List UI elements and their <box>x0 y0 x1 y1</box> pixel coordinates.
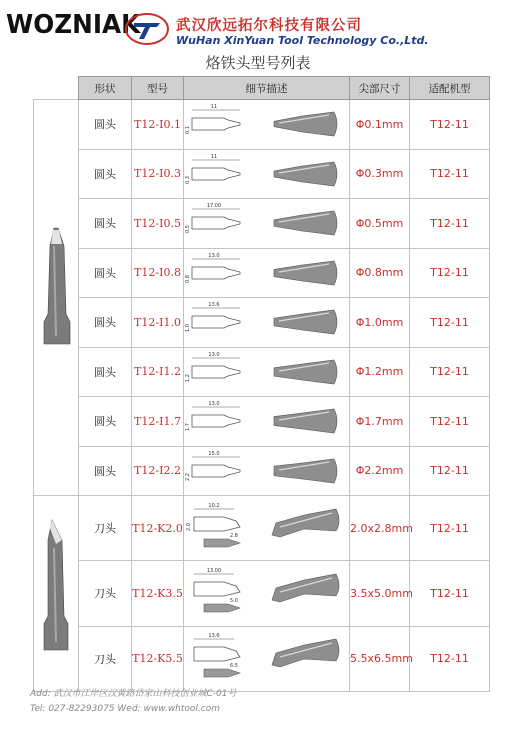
table-row <box>34 149 490 199</box>
fit-cell: T12-11 <box>410 298 490 348</box>
tip-render-icon <box>272 574 339 602</box>
footer <box>30 687 236 717</box>
tip-drawing <box>184 150 350 198</box>
shape-cell: 圆头 <box>79 248 132 298</box>
table-row <box>34 100 490 150</box>
company-name-en: WuHan XinYuan Tool Technology Co.,Ltd. <box>176 34 429 47</box>
length-dim-label: 13.00 <box>206 567 222 574</box>
blade-dim-label: 5.0 <box>230 597 238 604</box>
model-cell: T12-I0.5 <box>132 199 184 249</box>
fit-cell: T12-11 <box>410 248 490 298</box>
shape-cell: 刀头 <box>79 561 132 626</box>
knife-group-cell <box>34 496 79 692</box>
detail-cell <box>184 397 350 447</box>
length-dim-label: 13.6 <box>208 302 220 309</box>
col-header-model: 型号 <box>132 77 184 100</box>
model-cell: T12-I0.3 <box>132 149 184 199</box>
tip-drawing <box>184 562 350 625</box>
diameter-dim-label: 2.0 <box>186 522 192 531</box>
tip-render-icon <box>272 639 339 667</box>
tip-drawing <box>184 199 350 247</box>
tip-drawing <box>184 298 350 346</box>
blade-dim-label: 2.8 <box>230 532 238 539</box>
diameter-dim-label: 1.7 <box>185 423 191 432</box>
model-cell: T12-I1.0 <box>132 298 184 348</box>
tip-drawing <box>184 397 350 445</box>
model-cell: T12-I1.2 <box>132 347 184 397</box>
table-header-row <box>34 77 490 100</box>
table-row <box>34 248 490 298</box>
fit-cell: T12-11 <box>410 149 490 199</box>
blade-dim-label: 6.5 <box>230 663 238 670</box>
detail-cell <box>184 199 350 249</box>
fit-cell: T12-11 <box>410 446 490 496</box>
shape-cell: 圆头 <box>79 298 132 348</box>
fit-cell: T12-11 <box>410 100 490 150</box>
length-dim-label: 13.6 <box>208 633 220 640</box>
detail-cell <box>184 347 350 397</box>
col-header-shape: 形状 <box>79 77 132 100</box>
size-cell: Φ1.2mm <box>350 347 410 397</box>
table-row <box>34 626 490 691</box>
shape-cell: 刀头 <box>79 496 132 561</box>
fit-cell: T12-11 <box>410 397 490 447</box>
fit-cell: T12-11 <box>410 496 490 561</box>
fit-cell: T12-11 <box>410 626 490 691</box>
model-cell: T12-I2.2 <box>132 446 184 496</box>
length-dim-label: 13.0 <box>208 252 220 259</box>
size-cell: Φ0.3mm <box>350 149 410 199</box>
tip-render-icon <box>274 112 337 136</box>
shape-cell: 刀头 <box>79 626 132 691</box>
col-header-size: 尖部尺寸 <box>350 77 410 100</box>
model-cell: T12-I0.8 <box>132 248 184 298</box>
tip-drawing <box>184 627 350 690</box>
length-dim-label: 11 <box>210 104 218 111</box>
diameter-dim-label: 0.8 <box>185 274 191 283</box>
detail-cell <box>184 248 350 298</box>
size-cell: Φ1.0mm <box>350 298 410 348</box>
size-cell: Φ0.1mm <box>350 100 410 150</box>
tip-render-icon <box>274 459 337 483</box>
table-row <box>34 298 490 348</box>
diameter-dim-label: 1.0 <box>185 324 191 333</box>
detail-cell <box>184 626 350 691</box>
company-name-cn: 武汉欣远拓尔科技有限公司 <box>176 18 362 34</box>
length-dim-label: 10.2 <box>208 502 220 509</box>
model-cell: T12-K5.5 <box>132 626 184 691</box>
brand-logo: WOZNIAK <box>6 10 141 40</box>
tip-render-icon <box>274 261 337 285</box>
table-row <box>34 397 490 447</box>
detail-cell <box>184 298 350 348</box>
tip-render-icon <box>274 310 337 334</box>
shape-cell: 圆头 <box>79 100 132 150</box>
tip-render-icon <box>274 409 337 433</box>
diameter-dim-label: 0.1 <box>185 126 191 135</box>
size-cell: 3.5x5.0mm <box>350 561 410 626</box>
diameter-dim-label: 2.2 <box>185 472 191 481</box>
table-row <box>34 446 490 496</box>
table-row <box>34 561 490 626</box>
length-dim-label: 13.0 <box>208 401 220 408</box>
model-cell: T12-I1.7 <box>132 397 184 447</box>
shape-cell: 圆头 <box>79 199 132 249</box>
fit-cell: T12-11 <box>410 561 490 626</box>
shape-cell: 圆头 <box>79 446 132 496</box>
table-row <box>34 347 490 397</box>
shape-cell: 圆头 <box>79 397 132 447</box>
company-logo-icon <box>124 12 170 46</box>
fit-cell: T12-11 <box>410 347 490 397</box>
diameter-dim-label: 1.2 <box>185 373 191 382</box>
tip-table <box>33 76 490 692</box>
footer-contact: Tel: 027-82293075 Wed: www.whtool.com <box>30 704 221 714</box>
fit-cell: T12-11 <box>410 199 490 249</box>
tip-drawing <box>184 447 350 495</box>
size-cell: Φ0.5mm <box>350 199 410 249</box>
knife-tip-icon <box>34 496 79 688</box>
diameter-dim-label: 0.3 <box>185 175 191 184</box>
footer-address: Add: 武汉市江岸区汉黄路岱家山科技创业城C-01号 <box>30 689 237 699</box>
detail-cell <box>184 149 350 199</box>
detail-cell <box>184 561 350 626</box>
col-header-fit: 适配机型 <box>410 77 490 100</box>
model-cell: T12-K3.5 <box>132 561 184 626</box>
model-cell: T12-I0.1 <box>132 100 184 150</box>
round-group-cell <box>34 100 79 496</box>
length-dim-label: 11 <box>210 153 218 160</box>
size-cell: Φ2.2mm <box>350 446 410 496</box>
length-dim-label: 17.00 <box>206 203 222 210</box>
conical-tip-icon <box>34 100 79 492</box>
size-cell: 5.5x6.5mm <box>350 626 410 691</box>
tip-drawing <box>184 249 350 297</box>
tip-render-icon <box>274 162 337 186</box>
size-cell: Φ0.8mm <box>350 248 410 298</box>
detail-cell <box>184 446 350 496</box>
length-dim-label: 15.0 <box>208 450 220 457</box>
size-cell: Φ1.7mm <box>350 397 410 447</box>
diameter-dim-label: 0.5 <box>185 225 191 234</box>
tip-drawing <box>184 497 350 560</box>
table-row <box>34 496 490 561</box>
detail-cell <box>184 496 350 561</box>
tip-drawing <box>184 348 350 396</box>
model-cell: T12-K2.0 <box>132 496 184 561</box>
length-dim-label: 13.0 <box>208 351 220 358</box>
tip-render-icon <box>274 360 337 384</box>
table-row <box>34 199 490 249</box>
shape-cell: 圆头 <box>79 149 132 199</box>
size-cell: 2.0x2.8mm <box>350 496 410 561</box>
page-title: 烙铁头型号列表 <box>205 54 311 72</box>
tip-render-icon <box>274 211 337 235</box>
tip-drawing <box>184 100 350 148</box>
shape-cell: 圆头 <box>79 347 132 397</box>
col-header-detail: 细节描述 <box>184 77 350 100</box>
detail-cell <box>184 100 350 150</box>
tip-render-icon <box>272 509 339 537</box>
